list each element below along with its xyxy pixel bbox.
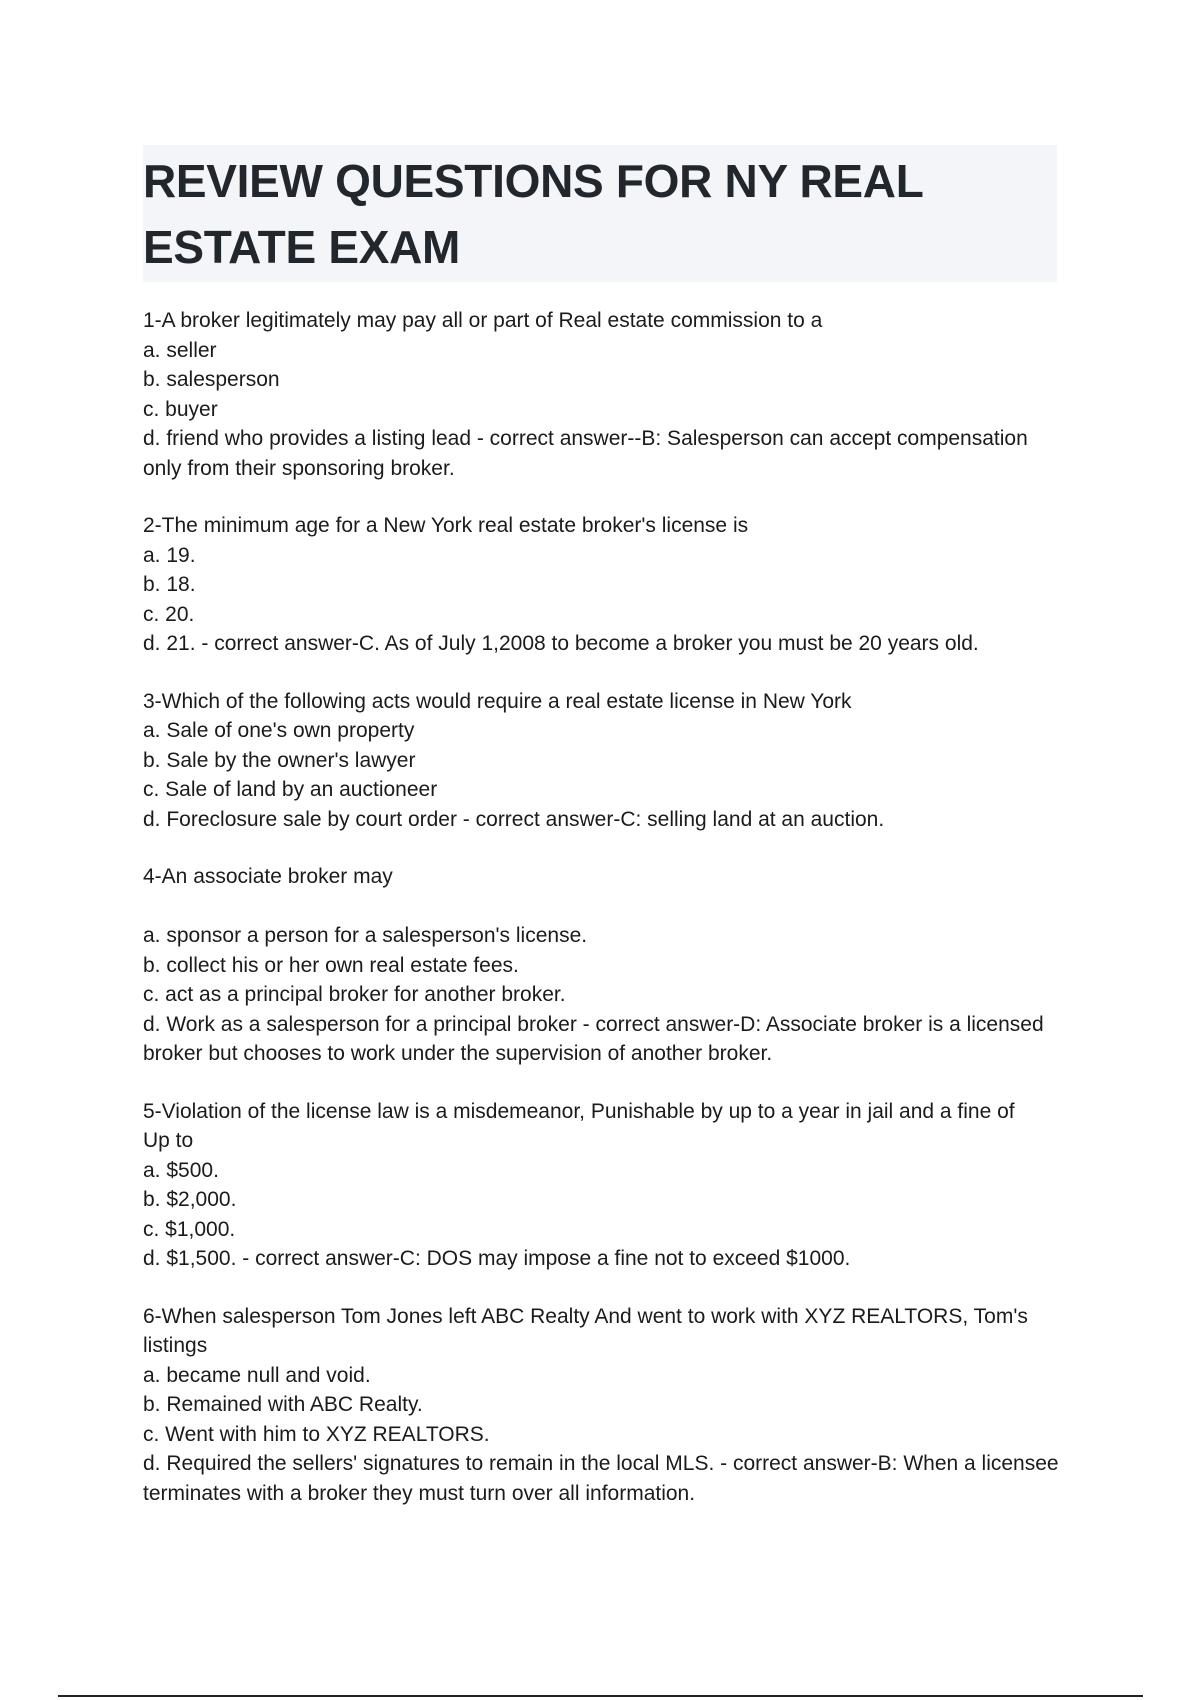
question-stem: 3-Which of the following acts would require a real estate license in New York	[143, 689, 852, 713]
answer-option-d-with-answer: d. Required the sellers' signatures to remain in the local MLS. - correct answer-B: When a licensee terminates with a broker they must turn over all information.	[143, 1452, 1059, 1505]
question-stem: 2-The minimum age for a New York real estate broker's license is	[143, 514, 749, 537]
question-stem: 1-A broker legitimately may pay all or part of Real estate commission to a	[143, 309, 823, 332]
answer-option-a: a. became null and void.	[143, 1363, 371, 1387]
answer-option-d-with-answer: d. Foreclosure sale by court order - correct answer-C: selling land at an auction.	[143, 807, 885, 831]
question-4	[143, 862, 1063, 1069]
blank-line	[143, 892, 1063, 922]
answer-option-d-with-answer: d. 21. - correct answer-C. As of July 1,2008 to become a broker you must be 20 years old.	[143, 632, 979, 655]
question-2	[143, 511, 1063, 659]
answer-option-a: a. seller	[143, 338, 217, 362]
answer-option-b: b. 18.	[143, 573, 196, 596]
answer-option-c: c. buyer	[143, 397, 218, 421]
answer-option-d-with-answer: d. $1,500. - correct answer-C: DOS may impose a fine not to exceed $1000.	[143, 1247, 851, 1270]
answer-option-b: b. $2,000.	[143, 1188, 237, 1211]
answer-option-b: b. Sale by the owner's lawyer	[143, 748, 416, 772]
question-5	[143, 1097, 1063, 1274]
page-title-line-2: ESTATE EXAM	[143, 221, 461, 273]
title-banner	[143, 145, 1057, 282]
question-stem-continued: Up to	[143, 1129, 194, 1152]
answer-option-b: b. Remained with ABC Realty.	[143, 1393, 423, 1416]
page-title	[143, 148, 1057, 280]
answer-option-c: c. 20.	[143, 602, 195, 626]
answer-option-c: c. $1,000.	[143, 1217, 236, 1241]
answer-option-b: b. salesperson	[143, 368, 280, 391]
question-6	[143, 1302, 1063, 1509]
answer-option-c: c. act as a principal broker for another broker.	[143, 983, 566, 1006]
answer-option-b: b. collect his or her own real estate fees.	[143, 953, 519, 977]
question-stem: 4-An associate broker may	[143, 865, 393, 888]
question-3	[143, 687, 1063, 835]
question-1	[143, 306, 1063, 483]
questions-list	[143, 306, 1063, 1536]
answer-option-d-with-answer: d. friend who provides a listing lead - correct answer--B: Salesperson can accept compensation only from their sponsoring broker.	[143, 427, 1028, 480]
question-stem: 5-Violation of the license law is a misdemeanor, Punishable by up to a year in jail and a fine of	[143, 1099, 1015, 1123]
footer-divider	[58, 1695, 1143, 1697]
answer-option-d-with-answer: d. Work as a salesperson for a principal broker - correct answer-D: Associate broker is a licensed broker but chooses to work under the supervision of another broker.	[143, 1012, 1044, 1065]
answer-option-a: a. sponsor a person for a salesperson's license.	[143, 924, 588, 947]
answer-option-c: c. Went with him to XYZ REALTORS.	[143, 1422, 490, 1446]
answer-option-c: c. Sale of land by an auctioneer	[143, 778, 438, 801]
question-stem: 6-When salesperson Tom Jones left ABC Realty And went to work with XYZ REALTORS, Tom's listings	[143, 1304, 1028, 1357]
answer-option-a: a. $500.	[143, 1158, 219, 1182]
answer-option-a: a. 19.	[143, 543, 196, 567]
answer-option-a: a. Sale of one's own property	[143, 719, 415, 742]
page-title-line-1: REVIEW QUESTIONS FOR NY REAL	[143, 155, 924, 207]
